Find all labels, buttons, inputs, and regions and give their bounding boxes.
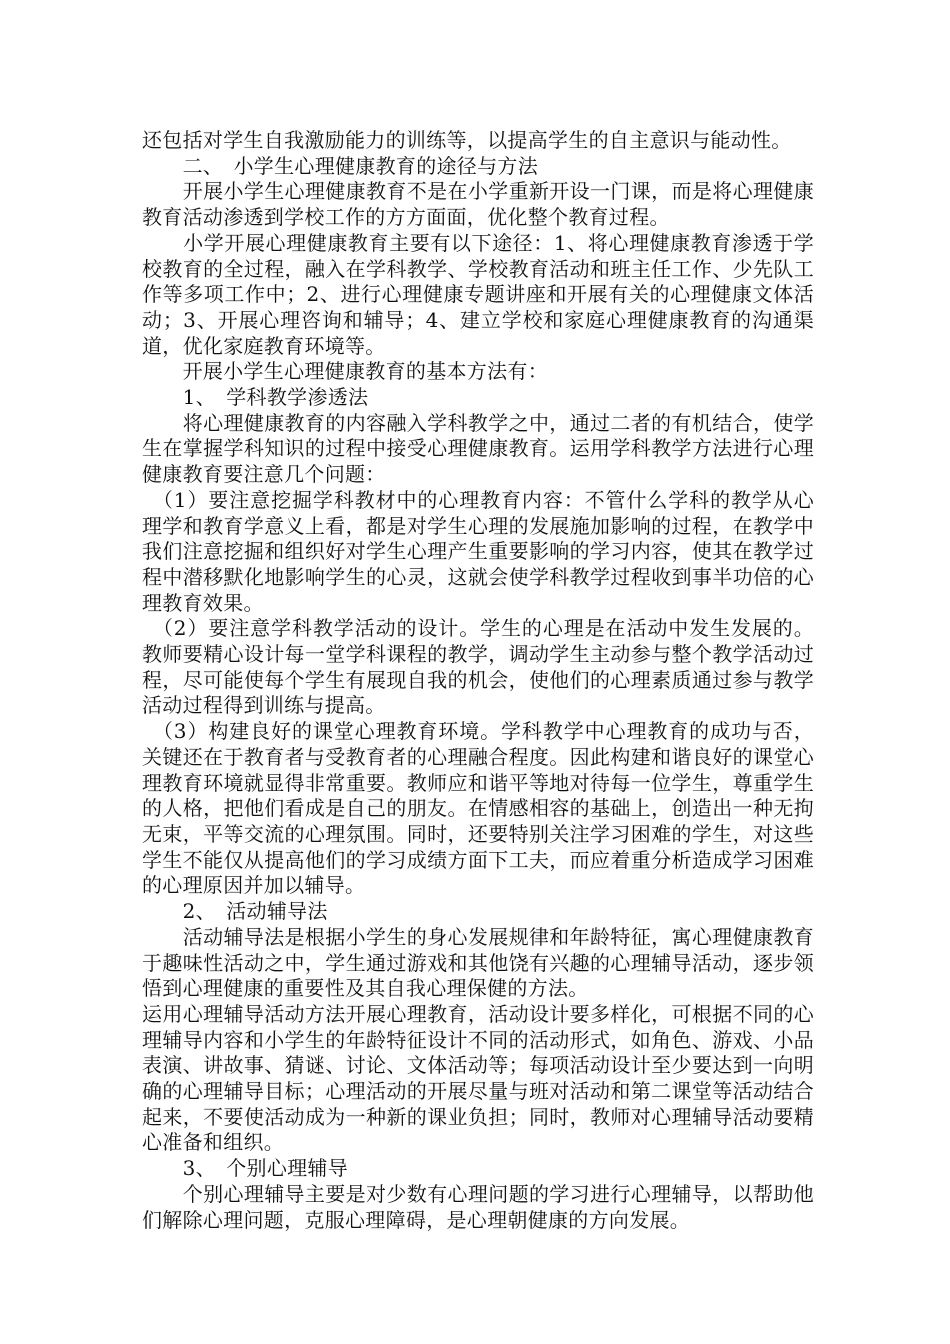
subheading-method-1: 1、 学科教学渗透法 bbox=[142, 385, 369, 410]
paragraph-method-2: 活动辅导法是根据小学生的身心发展规律和年龄特征，寓心理健康教育于趣味性活动之中，学生通过游戏和其他饶有兴趣的心理辅导活动，逐步领悟到心理健康的重要性及其自我心理保健的方法。 bbox=[142, 924, 814, 1001]
paragraph-continuation: 还包括对学生自我激励能力的训练等，以提高学生的自主意识与能动性。 bbox=[142, 128, 792, 152]
paragraph-methods-intro: 开展小学生心理健康教育的基本方法有： bbox=[142, 359, 548, 384]
document-body bbox=[142, 128, 814, 1233]
paragraph-point-1: （1）要注意挖掘学科教材中的心理教育内容：不管什么学科的教学从心理学和教育学意义上看，都是对学生心理的发展施加影响的过程，在教学中我们注意挖掘和组织好对学生心理产生重要影响的学习内容，使其在教学过程中潜移默化地影响学生的心灵，这就会使学科教学过程收到事半功倍的心理教育效果。 bbox=[142, 487, 814, 615]
paragraph-intro: 开展小学生心理健康教育不是在小学重新开设一门课，而是将心理健康教育活动渗透到学校工作的方方面面，优化整个教育过程。 bbox=[142, 179, 814, 230]
paragraph-method-3: 个别心理辅导主要是对少数有心理问题的学习进行心理辅导，以帮助他们解除心理问题，克服心理障碍，是心理朝健康的方向发展。 bbox=[142, 1181, 814, 1232]
subheading-method-2: 2、 活动辅导法 bbox=[142, 899, 328, 924]
subheading-method-3: 3、 个别心理辅导 bbox=[142, 1156, 349, 1181]
paragraph-method-1: 将心理健康教育的内容融入学科教学之中，通过二者的有机结合，使学生在掌握学科知识的过程中接受心理健康教育。运用学科教学方法进行心理健康教育要注意几个问题： bbox=[142, 410, 814, 487]
paragraph-point-2: （2）要注意学科教学活动的设计。学生的心理是在活动中发生发展的。教师要精心设计每一堂学科课程的教学，调动学生主动参与整个教学活动过程，尽可能使每个学生有展现自我的机会，使他们的心理素质通过参与教学活动过程得到训练与提高。 bbox=[142, 616, 814, 718]
section-heading-2: 二、 小学生心理健康教育的途径与方法 bbox=[142, 153, 538, 178]
paragraph-method-2-detail: 运用心理辅导活动方法开展心理教育，活动设计要多样化，可根据不同的心理辅导内容和小学生的年龄特征设计不同的活动形式，如角色、游戏、小品表演、讲故事、猜谜、讨论、文体活动等；每项活动设计至少要达到一向明确的心理辅导目标；心理活动的开展尽量与班对活动和第二课堂等活动结合起来，不要使活动成为一种新的课业负担；同时，教师对心理辅导活动要精心准备和组织。 bbox=[142, 1001, 814, 1155]
paragraph-approaches: 小学开展心理健康教育主要有以下途径：1、将心理健康教育渗透于学校教育的全过程，融入在学科教学、学校教育活动和班主任工作、少先队工作等多项工作中；2、进行心理健康专题讲座和开展有关的心理健康文体活动；3、开展心理咨询和辅导；4、建立学校和家庭心理健康教育的沟通渠道，优化家庭教育环境等。 bbox=[142, 230, 814, 358]
paragraph-point-3: （3）构建良好的课堂心理教育环境。学科教学中心理教育的成功与否，关键还在于教育者与受教育者的心理融合程度。因此构建和谐良好的课堂心理教育环境就显得非常重要。教师应和谐平等地对待每一位学生，尊重学生的人格，把他们看成是自己的朋友。在情感相容的基础上，创造出一种无拘无束，平等交流的心理氛围。同时，还要特别关注学习困难的学生，对这些学生不能仅从提高他们的学习成绩方面下工夫，而应着重分析造成学习困难的心理原因并加以辅导。 bbox=[142, 719, 814, 898]
